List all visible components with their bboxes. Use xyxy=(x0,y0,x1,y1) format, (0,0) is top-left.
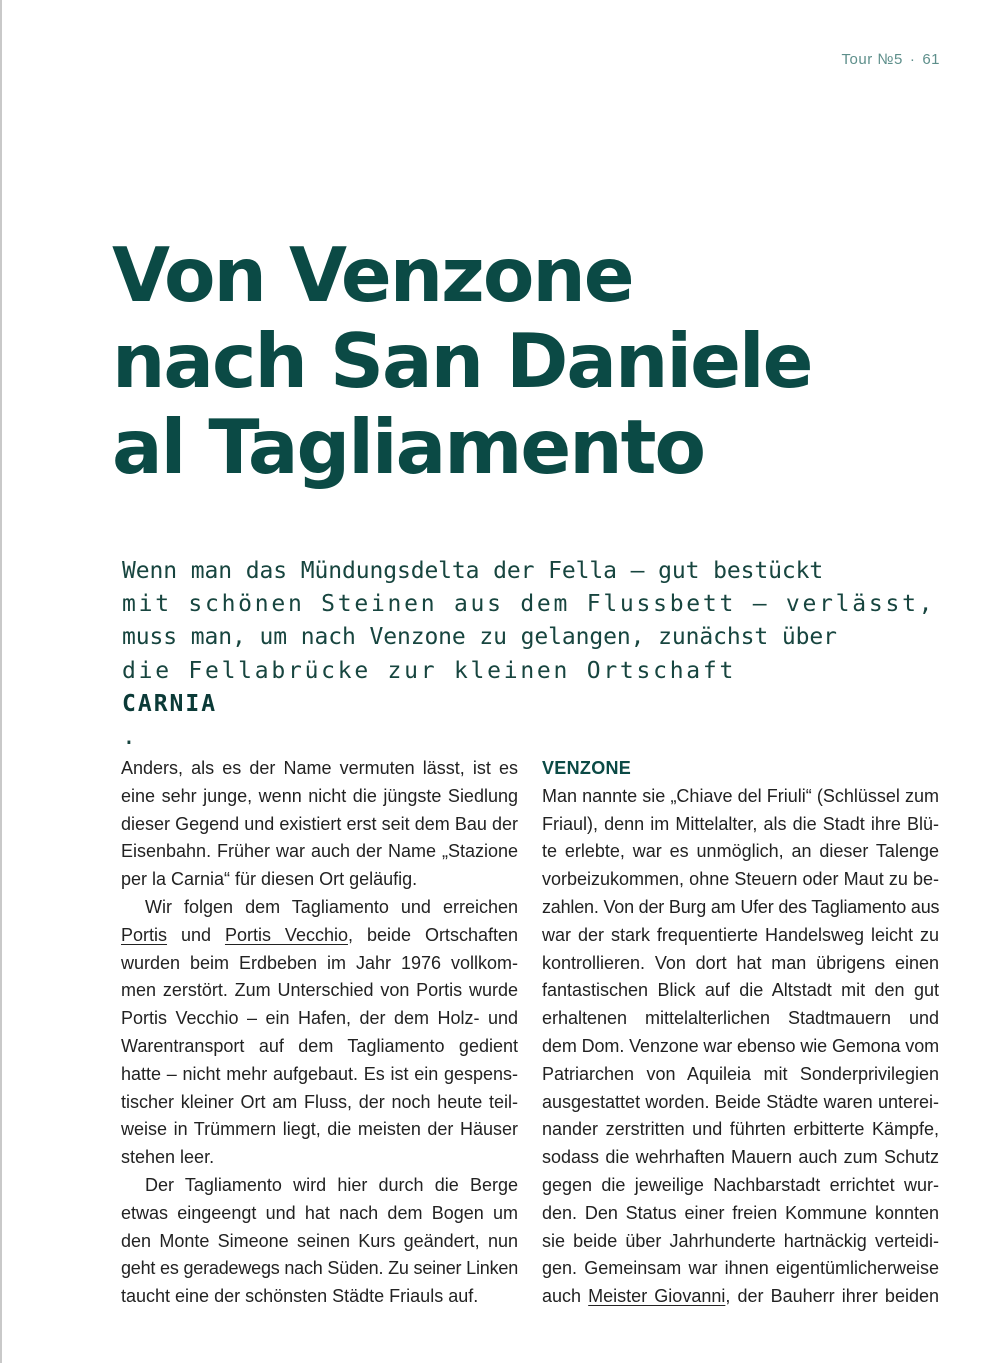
text-line: sodass die wehrhaften Mauern auch zum Schutz xyxy=(542,1147,939,1168)
page-title xyxy=(112,232,912,490)
text-line: Warentransport auf dem Tagliamento gedient xyxy=(121,1035,518,1056)
text-line: geht es geradewegs nach Süden. Zu seiner Linken xyxy=(121,1258,518,1279)
text-line: weise in Trümmern liegt, die meisten der Häuser xyxy=(121,1119,518,1140)
text-line: fantastischen Blick auf die Altstadt mit den gut xyxy=(542,980,939,1001)
text-line xyxy=(121,922,518,950)
text-line: men zerstört. Zum Unterschied von Portis wurde xyxy=(121,980,518,1001)
text-line xyxy=(542,1283,939,1311)
text-line: Eisenbahn. Früher war auch der Name „Stazione xyxy=(121,841,518,862)
text-fragment: und xyxy=(167,924,225,945)
text-line: zahlen. Von der Burg am Ufer des Tagliamento aus xyxy=(542,896,940,917)
text-fragment: , der Bauherr ihrer beiden xyxy=(725,1286,939,1307)
running-head xyxy=(842,51,940,68)
text-line: den Monte Simeone seinen Kurs geändert, nun xyxy=(121,1230,518,1251)
text-line: dem Dom. Venzone war ebenso wie Gemona vom xyxy=(542,1035,940,1056)
text-line: Patriarchen von Aquileia mit Sonderprivilegien xyxy=(542,1063,939,1084)
text-line: ausgestattet worden. Beide Städte waren unterei- xyxy=(542,1091,939,1112)
text-line: nander zerstritten und führten erbitterte Kämpfe, xyxy=(542,1119,939,1140)
lead-line: muss man, um nach Venzone zu gelangen, zunächst über xyxy=(122,624,837,651)
text-line: kontrollieren. Von dort hat man übrigens einen xyxy=(542,952,939,973)
text-line: te erlebte, war es unmöglich, an dieser Talenge xyxy=(542,841,939,862)
lead-period: . xyxy=(122,724,139,751)
text-line: erhaltenen mittelalterlichen Stadtmauern und xyxy=(542,1008,939,1029)
text-line: etwas eingeengt und hat nach dem Bogen um xyxy=(121,1202,518,1223)
title-line: Von Venzone xyxy=(112,231,633,319)
separator: · xyxy=(909,51,916,68)
tour-label: Tour №5 xyxy=(841,51,903,68)
text-line: gen. Gemeinsam war ihnen eigentümlicherweise xyxy=(542,1258,939,1279)
text-line: Anders, als es der Name vermuten lässt, ist es xyxy=(121,758,518,778)
lead-line: Wenn man das Mündungsdelta der Fella – gut bestückt xyxy=(122,558,824,584)
text-line: wurden beim Erdbeben im Jahr 1976 vollkom- xyxy=(121,952,518,973)
text-line: gegen die jeweilige Nachbarstadt errichtet wur- xyxy=(542,1174,939,1195)
title-line: nach San Daniele xyxy=(112,317,812,405)
title-line: al Tagliamento xyxy=(112,403,705,491)
place-carnia: CARNIA xyxy=(122,690,218,717)
text-fragment: , beide Ortschaften xyxy=(347,924,518,945)
text-line: Man nannte sie „Chiave del Friuli“ (Schlüssel zum xyxy=(542,785,939,806)
lead-text: die Fellabrücke zur kleinen Ortschaft xyxy=(122,657,737,684)
lead-line xyxy=(122,655,952,755)
text-line: sie beide über Jahrhunderte hartnäckig verteidi- xyxy=(542,1230,939,1251)
text-line: Friaul), denn im Mittelalter, als die Stadt ihre Blü- xyxy=(542,813,939,834)
right-column xyxy=(542,755,939,1311)
text-line: vorbeizukommen, ohne Steuern oder Maut zu be- xyxy=(542,869,939,890)
text-line: dieser Gegend und existiert erst seit dem Bau der xyxy=(121,813,518,834)
text-line: taucht eine der schönsten Städte Friauls auf. xyxy=(121,1286,479,1307)
text-line: per la Carnia“ für diesen Ort geläufig. xyxy=(121,869,418,890)
page-number: 61 xyxy=(922,51,940,68)
text-fragment: auch xyxy=(542,1286,589,1307)
text-line: Der Tagliamento wird hier durch die Berge xyxy=(145,1174,518,1195)
link-meister-giovanni[interactable]: Meister Giovanni xyxy=(588,1286,726,1307)
lead-paragraph xyxy=(122,555,952,754)
text-line: hatte – nicht mehr aufgebaut. Es ist ein gespens- xyxy=(121,1063,518,1084)
text-line: den. Den Status einer freien Kommune konnten xyxy=(542,1202,939,1223)
text-line: Wir folgen dem Tagliamento und erreichen xyxy=(145,896,518,917)
lead-line: mit schönen Steinen aus dem Flussbett – verlässt, xyxy=(122,591,936,618)
text-line: tischer kleiner Ort am Fluss, der noch heute teil- xyxy=(121,1091,518,1112)
text-line: Portis Vecchio – ein Hafen, der dem Holz- und xyxy=(121,1008,518,1029)
left-column xyxy=(121,755,518,1311)
text-line: war der stark frequentierte Handelsweg leicht zu xyxy=(542,924,939,945)
link-portis-vecchio[interactable]: Portis Vecchio xyxy=(224,924,348,945)
section-heading: VENZONE xyxy=(542,758,632,778)
page-edge xyxy=(0,0,2,1363)
text-line: eine sehr junge, wenn nicht die jüngste Siedlung xyxy=(121,785,518,806)
link-portis[interactable]: Portis xyxy=(121,924,168,945)
text-line: stehen leer. xyxy=(121,1147,215,1168)
